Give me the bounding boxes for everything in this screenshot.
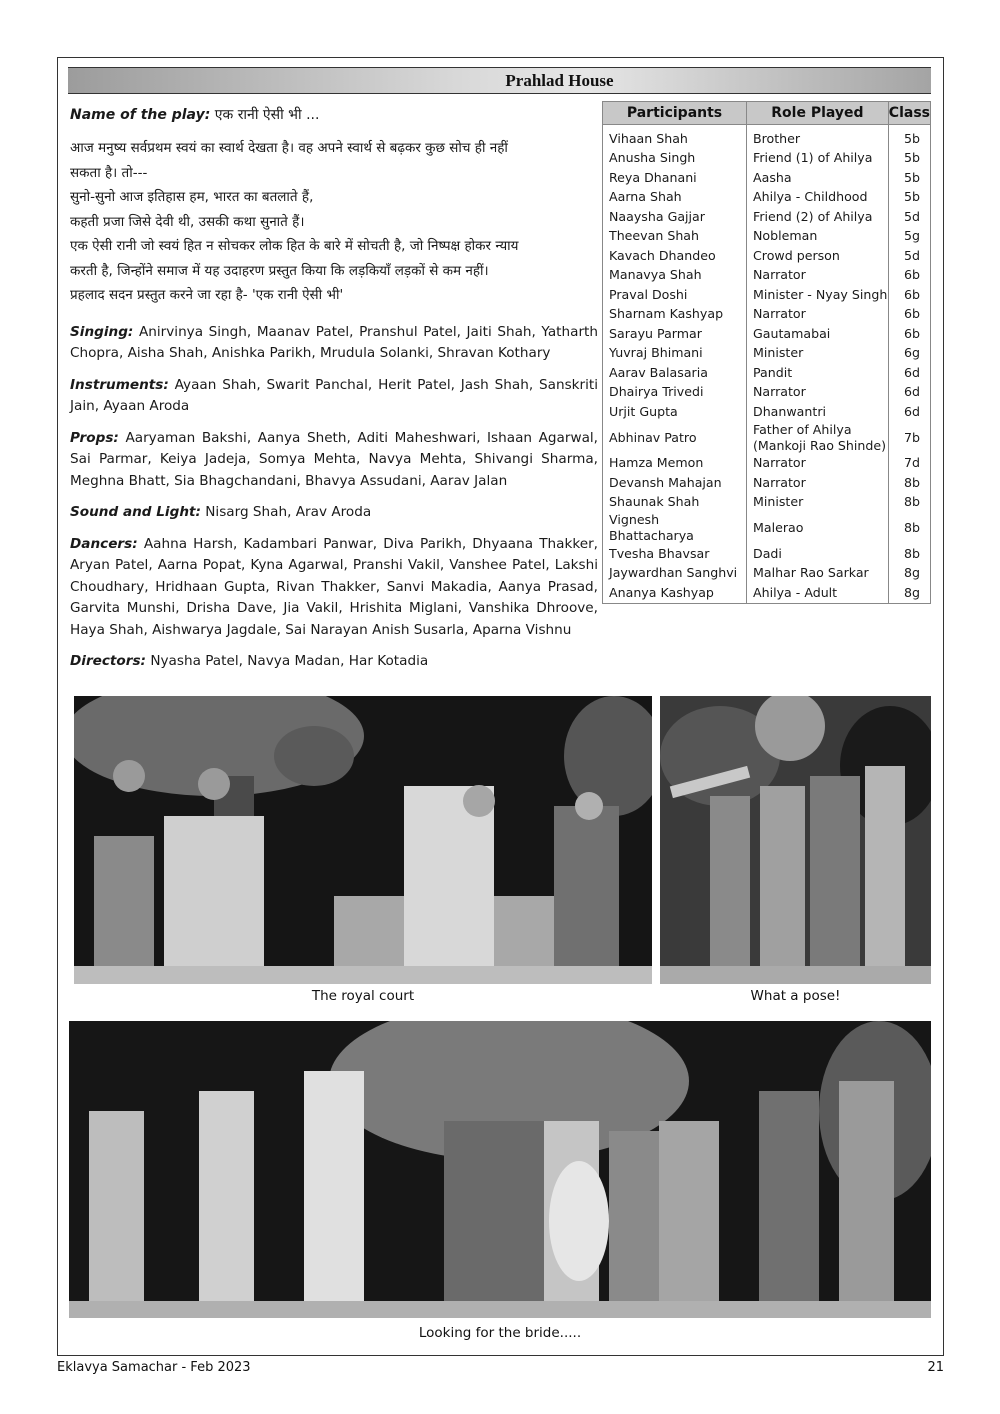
house-header-bar: [68, 67, 931, 94]
class: 6g: [888, 344, 930, 364]
class: 8b: [888, 493, 930, 513]
photo-royal-court: [74, 696, 652, 984]
footer-page-number: 21: [927, 1360, 944, 1375]
cast-table-row: [603, 422, 931, 454]
credit-names: Anirvinya Singh, Maanav Patel, Pranshul Patel, Jaiti Shah, Yatharth Chopra, Aisha Shah, Anishka Parikh, Mrudula Solanki, Shravan Kothary: [70, 323, 598, 361]
credit-label: Singing:: [70, 323, 134, 340]
class: 7b: [888, 422, 930, 454]
cast-table-row: [603, 383, 931, 403]
role-played: Narrator: [747, 305, 889, 325]
participant-name: Abhinav Patro: [603, 422, 747, 454]
cast-table-row: [603, 344, 931, 364]
cast-table-row: [603, 246, 931, 266]
intro-line: सुनो-सुनो आज इतिहास हम, भारत का बतलाते हैं,: [70, 189, 314, 205]
intro-line: करती है, जिन्होंने समाज में यह उदाहरण प्रस्तुत किया कि लड़कियाँ लड़कों से कम नहीं।: [70, 262, 489, 279]
class: 6b: [888, 285, 930, 305]
credit-directors: [70, 651, 598, 673]
intro-line: आज मनुष्य सर्वप्रथम स्वयं का स्वार्थ देखता है। वह अपने स्वार्थ से बढ़कर कुछ सोच ही नहीं: [70, 140, 508, 156]
footer-publication: Eklavya Samachar - Feb 2023: [57, 1360, 251, 1375]
cast-table-row: [603, 149, 931, 169]
participant-name: Tvesha Bhavsar: [603, 544, 747, 564]
caption-pose: What a pose!: [750, 988, 841, 1004]
role-played: Crowd person: [747, 246, 889, 266]
play-name: [70, 104, 598, 126]
participant-name: Devansh Mahajan: [603, 473, 747, 493]
class: 7d: [888, 454, 930, 474]
role-played: Friend (1) of Ahilya: [747, 149, 889, 169]
class: 8g: [888, 583, 930, 603]
role-played: Minister: [747, 344, 889, 364]
class: 6b: [888, 324, 930, 344]
cast-table-row: [603, 207, 931, 227]
intro-hindi: [70, 136, 598, 308]
class: 6d: [888, 363, 930, 383]
role-played: Pandit: [747, 363, 889, 383]
cast-table-row: [603, 544, 931, 564]
cast-table-row: [603, 583, 931, 603]
intro-line: प्रहलाद सदन प्रस्तुत करने जा रहा है- 'एक रानी ऐसी भी': [70, 287, 344, 303]
cast-table-row: [603, 402, 931, 422]
role-played: Friend (2) of Ahilya: [747, 207, 889, 227]
class: 5b: [888, 168, 930, 188]
credit-label: Props:: [70, 429, 119, 446]
photo-looking-for-bride: [69, 1021, 931, 1318]
participant-name: Reya Dhanani: [603, 168, 747, 188]
cast-table-row: [603, 512, 931, 544]
role-played: Brother: [747, 125, 889, 149]
participant-name: Shaunak Shah: [603, 493, 747, 513]
credit-dancers: [70, 534, 598, 642]
play-details: [70, 100, 598, 673]
intro-line: सकता है। तो---: [70, 164, 148, 181]
class: 6b: [888, 305, 930, 325]
role-played: Minister: [747, 493, 889, 513]
cast-table-row: [603, 493, 931, 513]
class: 8b: [888, 544, 930, 564]
cast-table-row: [603, 227, 931, 247]
participant-name: Sarayu Parmar: [603, 324, 747, 344]
class: 8g: [888, 564, 930, 584]
class: 5g: [888, 227, 930, 247]
class: 6b: [888, 266, 930, 286]
credit-singing: [70, 322, 598, 365]
participant-name: Naaysha Gajjar: [603, 207, 747, 227]
header-participants: Participants: [603, 102, 747, 125]
class: 5b: [888, 188, 930, 208]
participant-name: Hamza Memon: [603, 454, 747, 474]
class: 5b: [888, 149, 930, 169]
cast-table-row: [603, 125, 931, 149]
participant-name: Praval Doshi: [603, 285, 747, 305]
credit-names: Aaryaman Bakshi, Aanya Sheth, Aditi Maheshwari, Ishaan Agarwal, Sai Parmar, Keiya Jadeja, Somya Mehta, Navya Mehta, Shivangi Sharma, Meghna Bhatt, Sia Bhagchandani, Bhavya Assudani, Aarav Jalan: [70, 429, 598, 489]
credit-names: Nisarg Shah, Arav Aroda: [205, 504, 372, 520]
role-played: Dadi: [747, 544, 889, 564]
credit-label: Directors:: [70, 653, 146, 669]
role-played: Dhanwantri: [747, 402, 889, 422]
participant-name: Jaywardhan Sanghvi: [603, 564, 747, 584]
credit-label: Dancers:: [70, 535, 138, 552]
cast-table-row: [603, 473, 931, 493]
caption-looking-for-bride: Looking for the bride.....: [418, 1325, 582, 1341]
class: 5d: [888, 246, 930, 266]
participant-name: Aarna Shah: [603, 188, 747, 208]
credit-sound-light: [70, 502, 598, 524]
cast-table-row: [603, 266, 931, 286]
caption-royal-court: The royal court: [311, 988, 415, 1004]
participant-name: Yuvraj Bhimani: [603, 344, 747, 364]
credit-names: Ayaan Shah, Swarit Panchal, Herit Patel, Jash Shah, Sanskriti Jain, Ayaan Aroda: [70, 376, 599, 414]
role-played: Minister - Nyay Singh: [747, 285, 889, 305]
role-played: Nobleman: [747, 227, 889, 247]
play-title: एक रानी ऐसी भी ...: [214, 107, 320, 123]
cast-table-row: [603, 324, 931, 344]
header-class: Class: [888, 102, 930, 125]
class: 8b: [888, 512, 930, 544]
header-role: Role Played: [747, 102, 889, 125]
participant-name: Anusha Singh: [603, 149, 747, 169]
participant-name: Kavach Dhandeo: [603, 246, 747, 266]
participant-name: Sharnam Kashyap: [603, 305, 747, 325]
participant-name: Ananya Kashyap: [603, 583, 747, 603]
role-played: Gautamabai: [747, 324, 889, 344]
class: 6d: [888, 383, 930, 403]
credit-instruments: [70, 375, 598, 418]
credit-names: Aahna Harsh, Kadambari Panwar, Diva Parikh, Dhyaana Thakker, Aryan Patel, Aarna Popat, Kyna Agarwal, Pranshi Vakil, Vanshee Patel, Lakshi Choudhary, Hridhaan Gupta, Rivan Thakker, Sanvi Makadia, Aanya Prasad, Garvita Munshi, Drisha Dave, Jia Vakil, Hrishita Miglani, Vanshika Dhroove, Haya Shah, Aishwarya Jagdale, Sai Narayan Anish Susarla, Aparna Vishnu: [70, 535, 598, 638]
class: 5b: [888, 125, 930, 149]
cast-table-row: [603, 168, 931, 188]
credit-names: Nyasha Patel, Navya Madan, Har Kotadia: [150, 653, 429, 669]
role-played: Aasha: [747, 168, 889, 188]
participant-name: Urjit Gupta: [603, 402, 747, 422]
role-played: Narrator: [747, 473, 889, 493]
play-name-label: Name of the play:: [70, 107, 211, 123]
credit-props: [70, 428, 598, 493]
credit-label: Instruments:: [70, 376, 169, 393]
credit-label: Sound and Light:: [70, 504, 201, 520]
participant-name: Vihaan Shah: [603, 125, 747, 149]
house-title: Prahlad House: [505, 71, 614, 90]
participant-name: Theevan Shah: [603, 227, 747, 247]
cast-table-row: [603, 454, 931, 474]
role-played: Malerao: [747, 512, 889, 544]
photo-royal-court-image: [74, 696, 652, 984]
role-played: Narrator: [747, 383, 889, 403]
role-played: Ahilya - Childhood: [747, 188, 889, 208]
cast-table-row: [603, 188, 931, 208]
photo-pose-image: [660, 696, 931, 984]
participant-name: Dhairya Trivedi: [603, 383, 747, 403]
cast-table: [602, 101, 931, 604]
class: 6d: [888, 402, 930, 422]
intro-line: कहती प्रजा जिसे देवी थी, उसकी कथा सुनाते हैं।: [70, 213, 305, 230]
cast-table-row: [603, 285, 931, 305]
cast-table-row: [603, 564, 931, 584]
photo-pose: [660, 696, 931, 984]
cast-table-header: [603, 102, 931, 125]
participant-name: Vignesh Bhattacharya: [603, 512, 747, 544]
role-played: Narrator: [747, 454, 889, 474]
cast-table-row: [603, 363, 931, 383]
participant-name: Aarav Balasaria: [603, 363, 747, 383]
role-played: Ahilya - Adult: [747, 583, 889, 603]
intro-line: एक ऐसी रानी जो स्वयं हित न सोचकर लोक हित के बारे में सोचती है, जो निष्पक्ष होकर न्याय: [70, 238, 519, 254]
role-played: Father of Ahilya (Mankoji Rao Shinde): [747, 422, 889, 454]
cast-table-row: [603, 305, 931, 325]
class: 5d: [888, 207, 930, 227]
role-played: Narrator: [747, 266, 889, 286]
class: 8b: [888, 473, 930, 493]
participant-name: Manavya Shah: [603, 266, 747, 286]
role-played: Malhar Rao Sarkar: [747, 564, 889, 584]
photo-looking-for-bride-image: [69, 1021, 931, 1318]
